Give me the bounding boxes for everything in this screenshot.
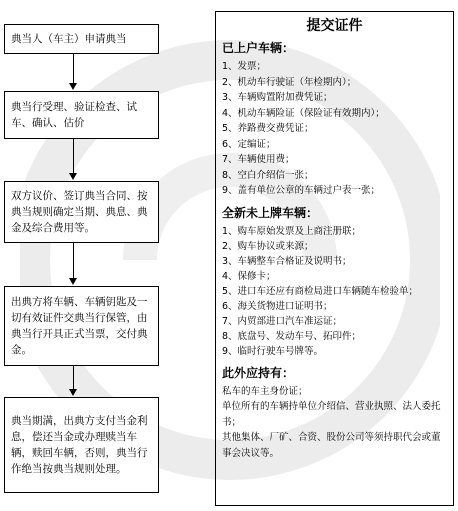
list-item: 5、养路费交费凭证；	[222, 123, 314, 134]
list-item: 9、盖有单位公章的车辆过户表一张；	[222, 185, 381, 196]
flow-arrow-2-head	[69, 173, 77, 180]
flow-step-deposit	[4, 286, 159, 366]
list-item: 7、内贸部进口汽车准运证；	[222, 315, 343, 327]
list-item: 1、发票；	[222, 61, 267, 72]
flow-step-appraisal-text: 典当行受理、验证检查、试车、确认、估价	[11, 101, 137, 129]
flow-step-maturity	[4, 397, 159, 493]
flow-arrow-4-head	[69, 389, 77, 396]
list-item: 4、机动车辆险证（保险证有效期内）；	[222, 107, 385, 119]
list-item: 2、机动车行驶证（年检期内）；	[222, 76, 357, 88]
list-item: 6、海关货物进口证明书；	[222, 300, 333, 312]
registered-list	[222, 59, 447, 199]
panel-title: 提交证件	[306, 18, 363, 34]
flow-step-apply-text: 典当人（车主）申请典当	[11, 33, 127, 45]
list-item: 8、空白介绍信一张；	[222, 169, 314, 181]
new-vehicle-heading: 全新未上牌车辆：	[222, 205, 319, 220]
flow-step-contract	[4, 181, 159, 243]
flow-arrow-4	[73, 366, 74, 390]
list-item: 3、车辆整车合格证及说明书；	[222, 255, 352, 267]
list-item: 1、购车原始发票及上商注册联；	[222, 225, 362, 237]
list-item: 5、进口车还应有商检局进口车辆随车检验单；	[222, 285, 419, 297]
flow-step-maturity-text: 典当期满，出典方支付当金利息，偿还当金或办理赎当车辆，赎回车辆，否则，典当行作绝当按典当规则处理。	[11, 415, 148, 475]
new-vehicle-list	[222, 224, 447, 359]
flow-step-appraisal	[4, 91, 159, 139]
list-item: 3、车辆购置附加费凭证；	[222, 92, 333, 103]
flow-arrow-3	[73, 243, 74, 279]
flow-step-apply	[4, 24, 159, 54]
flow-arrow-3-head	[69, 278, 77, 285]
flow-step-deposit-text: 出典方将车辆、车辆钥匙及一切有效证件交典当行保管，由典当行开具正式当票，交付典金。	[11, 296, 148, 356]
list-item: 4、保修卡；	[222, 270, 276, 282]
additional-heading: 此外应持有：	[222, 365, 295, 380]
flow-arrow-2	[73, 139, 74, 174]
registered-heading: 已上户车辆：	[222, 41, 295, 55]
additional-line: 单位所有的车辆持单位介绍信、营业执照、法人委托书；	[222, 401, 441, 428]
flow-arrow-1-head	[69, 83, 77, 90]
process-flowchart	[0, 0, 200, 511]
additional-line: 其他集体、厂矿、合资、股份公司等须持职代会或董事会决议等。	[222, 432, 441, 459]
list-item: 6、定编证；	[222, 138, 276, 150]
list-item: 8、底盘号、发动车号、拓印件；	[222, 330, 362, 342]
additional-line: 私车的车主身份证；	[222, 385, 308, 397]
documents-panel	[215, 11, 454, 506]
additional-section	[222, 384, 447, 462]
list-item: 9、临时行驶车号牌等。	[222, 345, 324, 357]
flow-arrow-1	[73, 54, 74, 84]
list-item: 2、购车协议或来源；	[222, 240, 314, 252]
list-item: 7、车辆使用费；	[222, 154, 295, 165]
flow-step-contract-text: 双方议价、签订典当合同、按典当规则确定当期、典息、典金及综合费用等。	[11, 190, 148, 234]
